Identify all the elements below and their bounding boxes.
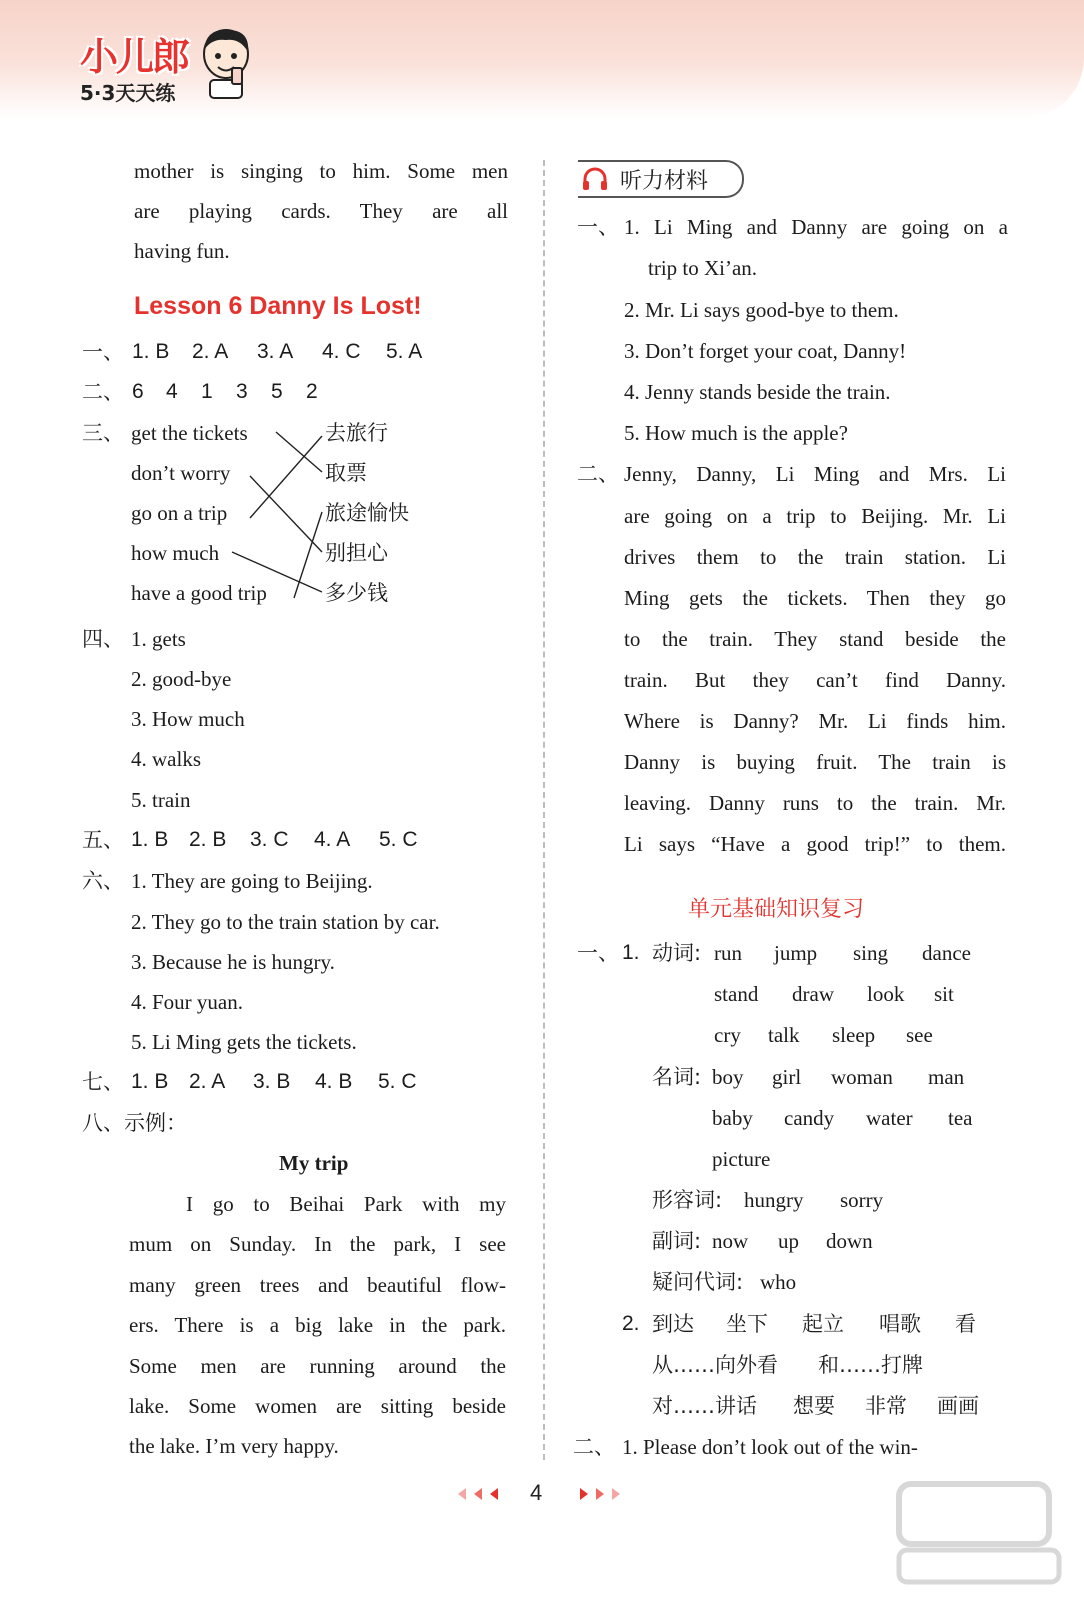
script-line: Danny is buying fruit. The train is xyxy=(624,750,1006,774)
word: woman xyxy=(831,1065,893,1089)
script-line: 5. How much is the apple? xyxy=(624,421,848,445)
match-right-item: 多少钱 xyxy=(325,581,388,605)
answer-item: 1 xyxy=(201,380,213,403)
word: up xyxy=(778,1229,799,1253)
answer-line: 1. Please don’t look out of the win- xyxy=(622,1435,918,1459)
column-divider xyxy=(543,160,545,1460)
page-number: 4 xyxy=(530,1480,543,1505)
answer-item: 1. B xyxy=(131,828,169,851)
answer-item: 2. good-bye xyxy=(131,667,232,691)
section-label: 二、 xyxy=(577,462,619,486)
script-line: Li says “Have a good trip!” to them. xyxy=(624,832,1006,856)
word: talk xyxy=(768,1023,800,1047)
phrase: 非常 xyxy=(865,1394,907,1418)
script-line: are going on a trip to Beijing. Mr. Li xyxy=(624,504,1006,528)
word-category: 疑问代词: xyxy=(652,1270,744,1294)
script-line: Where is Danny? Mr. Li finds him. xyxy=(624,709,1006,733)
word: run xyxy=(714,941,742,965)
section-label: 七、 xyxy=(82,1070,124,1094)
section-label: 六、 xyxy=(82,869,124,893)
answer-item: 5 xyxy=(271,380,283,403)
word: sleep xyxy=(832,1023,876,1047)
word: hungry xyxy=(744,1188,804,1212)
lesson-title: Lesson 6 Danny Is Lost! xyxy=(134,292,422,320)
match-line xyxy=(276,432,322,472)
word: girl xyxy=(772,1065,802,1089)
word: who xyxy=(760,1270,797,1294)
section-label: 二、 xyxy=(573,1435,615,1459)
word: draw xyxy=(792,982,834,1006)
answer-item: 5. C xyxy=(378,1070,417,1093)
word: sing xyxy=(853,941,889,965)
essay-line: mum on Sunday. In the park, I see xyxy=(129,1232,506,1256)
word: see xyxy=(906,1023,933,1047)
phrase: 和……打牌 xyxy=(818,1353,923,1377)
answer-item: 3. B xyxy=(253,1070,291,1093)
item-number: 2. xyxy=(622,1312,640,1335)
answer-item: 5. A xyxy=(386,340,423,363)
answer-item: 4. A xyxy=(314,828,351,851)
answer-item: 3. How much xyxy=(131,707,245,731)
match-right-item: 别担心 xyxy=(325,541,388,565)
word: picture xyxy=(712,1147,771,1171)
phrase: 到达 xyxy=(652,1312,694,1336)
logo-sub-text: 5·3天天练 xyxy=(80,81,176,105)
match-right-item: 旅途愉快 xyxy=(325,501,409,525)
unit-review-title: 单元基础知识复习 xyxy=(688,897,865,922)
phrase: 看 xyxy=(955,1312,976,1336)
phrase: 起立 xyxy=(802,1312,844,1336)
script-line: 2. Mr. Li says good-bye to them. xyxy=(624,298,899,322)
essay-line: Some men are running around the xyxy=(129,1354,506,1378)
word: candy xyxy=(784,1106,835,1130)
match-right-item: 去旅行 xyxy=(325,421,388,445)
answer-item: 2. B xyxy=(189,828,227,851)
match-line xyxy=(232,552,322,592)
match-left-item: don’t worry xyxy=(131,461,231,485)
phrase: 从……向外看 xyxy=(652,1353,778,1377)
match-left-item: have a good trip xyxy=(131,581,267,605)
section-label: 五、 xyxy=(82,828,124,852)
text-line: having fun. xyxy=(134,239,230,263)
essay-line: I go to Beihai Park with my xyxy=(186,1192,506,1216)
essay-line: many green trees and beautiful flow- xyxy=(129,1273,506,1297)
logo-main-text: 小儿郎 xyxy=(80,35,189,79)
word: water xyxy=(866,1106,913,1130)
word: jump xyxy=(774,941,818,965)
listening-material-label: 听力材料 xyxy=(620,169,709,194)
script-line: leaving. Danny runs to the train. Mr. xyxy=(624,791,1006,815)
section-label: 四、 xyxy=(82,627,124,651)
answer-item: 2. A xyxy=(189,1070,226,1093)
answer-item: 5. train xyxy=(131,788,191,812)
watermark-logo-icon xyxy=(895,1478,1065,1588)
essay-title: My trip xyxy=(279,1151,349,1175)
text-line: are playing cards. They are all xyxy=(134,199,508,223)
script-line: 3. Don’t forget your coat, Danny! xyxy=(624,339,907,363)
phrase: 想要 xyxy=(793,1394,835,1418)
answer-item: 6 xyxy=(132,380,144,403)
answer-item: 2 xyxy=(306,380,318,403)
word: down xyxy=(826,1229,873,1253)
answer-item: 1. B xyxy=(131,1070,169,1093)
word: look xyxy=(867,982,905,1006)
match-left-item: get the tickets xyxy=(131,421,248,445)
script-line: 1. Li Ming and Danny are going on a xyxy=(624,215,1008,239)
word-category: 副词: xyxy=(652,1229,702,1253)
answer-item: 3. C xyxy=(250,828,289,851)
word: dance xyxy=(922,941,971,965)
answer-item: 3. Because he is hungry. xyxy=(131,950,335,974)
section-label: 一、 xyxy=(82,340,124,364)
answer-item: 3. A xyxy=(257,340,294,363)
match-right-item: 取票 xyxy=(325,461,367,485)
text-line: mother is singing to him. Some men xyxy=(134,159,508,183)
answer-item: 3 xyxy=(236,380,248,403)
script-line: drives them to the train station. Li xyxy=(624,545,1006,569)
script-line: to the train. They stand beside the xyxy=(624,627,1006,651)
listening-material-tag xyxy=(578,160,744,198)
answer-item: 5. C xyxy=(379,828,418,851)
answer-item: 4. B xyxy=(315,1070,353,1093)
headphones-icon xyxy=(582,167,608,191)
answer-item: 4. Four yuan. xyxy=(131,990,243,1014)
answer-item: 4 xyxy=(166,380,178,403)
phrase: 坐下 xyxy=(726,1312,768,1336)
word: tea xyxy=(948,1106,973,1130)
answer-item: 1. gets xyxy=(131,627,186,651)
section-label: 二、 xyxy=(82,380,124,404)
essay-line: ers. There is a big lake in the park. xyxy=(129,1313,506,1337)
phrase: 画画 xyxy=(937,1394,979,1418)
section-label: 八、示例： xyxy=(82,1111,187,1135)
script-line: Jenny, Danny, Li Ming and Mrs. Li xyxy=(624,462,1006,486)
phrase: 唱歌 xyxy=(879,1312,921,1336)
script-line: trip to Xi’an. xyxy=(648,256,758,280)
word: cry xyxy=(714,1023,741,1047)
word: boy xyxy=(712,1065,744,1089)
word-category: 名词: xyxy=(652,1065,702,1089)
word: sorry xyxy=(840,1188,884,1212)
answer-item: 2. They go to the train station by car. xyxy=(131,910,440,934)
script-line: train. But they can’t find Danny. xyxy=(624,668,1006,692)
section-label: 一、 xyxy=(577,215,619,239)
essay-line: lake. Some women are sitting beside xyxy=(129,1394,506,1418)
answer-item: 2. A xyxy=(192,340,229,363)
match-line xyxy=(250,436,322,518)
prev-arrows-icon xyxy=(456,1486,504,1502)
word: now xyxy=(712,1229,749,1253)
next-arrows-icon xyxy=(574,1486,622,1502)
phrase: 对……讲话 xyxy=(652,1394,757,1418)
item-number: 1. xyxy=(622,941,640,964)
script-line: Ming gets the tickets. Then they go xyxy=(624,586,1006,610)
section-label: 三、 xyxy=(82,421,124,445)
word: man xyxy=(928,1065,965,1089)
match-left-item: how much xyxy=(131,541,220,565)
essay-line: the lake. I’m very happy. xyxy=(129,1434,339,1458)
answer-item: 1. B xyxy=(132,340,170,363)
word: sit xyxy=(934,982,954,1006)
word-category: 形容词: xyxy=(652,1188,723,1212)
answer-item: 1. They are going to Beijing. xyxy=(131,869,373,893)
word: baby xyxy=(712,1106,753,1130)
word-category: 动词: xyxy=(652,941,702,965)
match-left-item: go on a trip xyxy=(131,501,228,525)
answer-item: 5. Li Ming gets the tickets. xyxy=(131,1030,357,1054)
word: stand xyxy=(714,982,759,1006)
answer-item: 4. C xyxy=(322,340,361,363)
script-line: 4. Jenny stands beside the train. xyxy=(624,380,891,404)
section-label: 一、 xyxy=(577,941,619,965)
answer-item: 4. walks xyxy=(131,747,201,771)
match-line xyxy=(250,476,322,552)
